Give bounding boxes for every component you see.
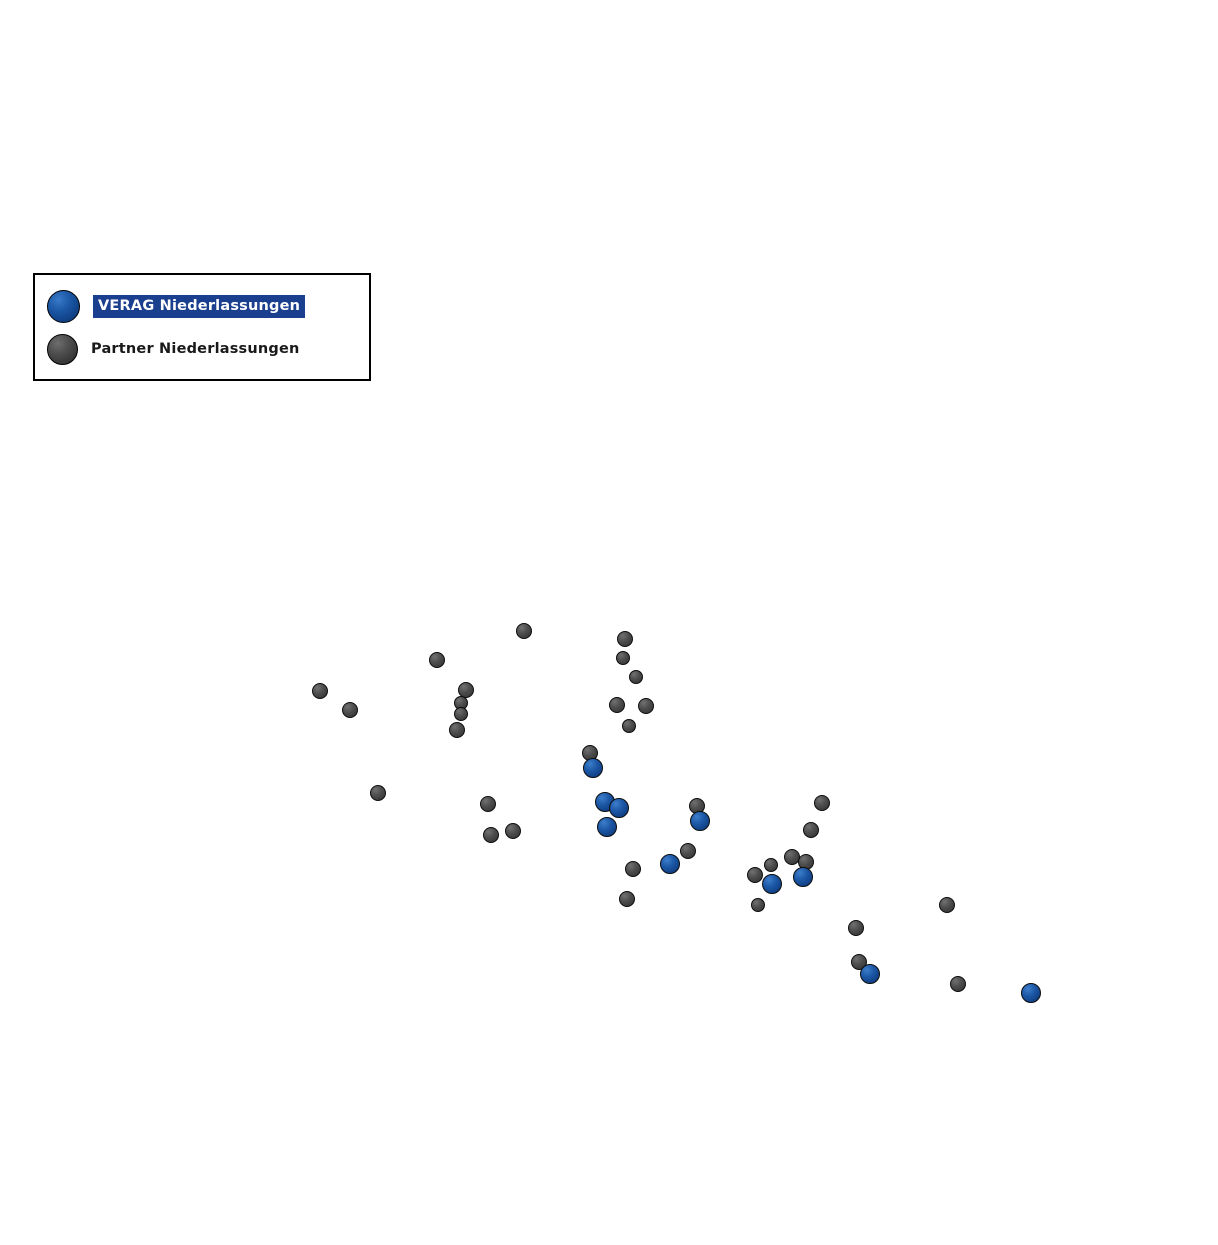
partner-point-11[interactable] [454,707,468,721]
partner-point-19[interactable] [814,795,830,811]
partner-point-1[interactable] [516,623,532,639]
partner-point-28[interactable] [747,867,763,883]
partner-point-16[interactable] [370,785,386,801]
partner-point-31[interactable] [939,897,955,913]
partner-point-17[interactable] [480,796,496,812]
verag-point-5[interactable] [597,817,617,837]
legend-item-verag[interactable] [35,284,369,328]
verag-marker-icon [47,290,80,323]
partner-point-23[interactable] [680,843,696,859]
partner-point-13[interactable] [622,719,636,733]
verag-point-7[interactable] [762,874,782,894]
partner-point-7[interactable] [312,683,328,699]
verag-point-6[interactable] [660,854,680,874]
partner-point-3[interactable] [429,652,445,668]
partner-point-26[interactable] [625,861,641,877]
partner-point-8[interactable] [609,697,625,713]
partner-point-4[interactable] [616,651,630,665]
partner-point-32[interactable] [848,920,864,936]
verag-point-3[interactable] [609,798,629,818]
partner-point-9[interactable] [638,698,654,714]
verag-point-4[interactable] [690,811,710,831]
partner-point-5[interactable] [629,670,643,684]
partner-point-21[interactable] [483,827,499,843]
partner-point-2[interactable] [617,631,633,647]
partner-point-14[interactable] [449,722,465,738]
partner-point-12[interactable] [342,702,358,718]
verag-point-10[interactable] [1021,983,1041,1003]
verag-point-8[interactable] [793,867,813,887]
partner-point-20[interactable] [803,822,819,838]
legend-item-partner[interactable] [35,327,369,371]
partner-point-29[interactable] [619,891,635,907]
verag-point-9[interactable] [860,964,880,984]
partner-marker-icon [47,334,78,365]
partner-point-30[interactable] [751,898,765,912]
map-legend [33,273,371,381]
partner-point-27[interactable] [764,858,778,872]
legend-label-verag: VERAG Niederlassungen [93,295,305,318]
partner-point-34[interactable] [950,976,966,992]
legend-label-partner: Partner Niederlassungen [91,341,300,357]
partner-point-22[interactable] [505,823,521,839]
verag-point-1[interactable] [583,758,603,778]
